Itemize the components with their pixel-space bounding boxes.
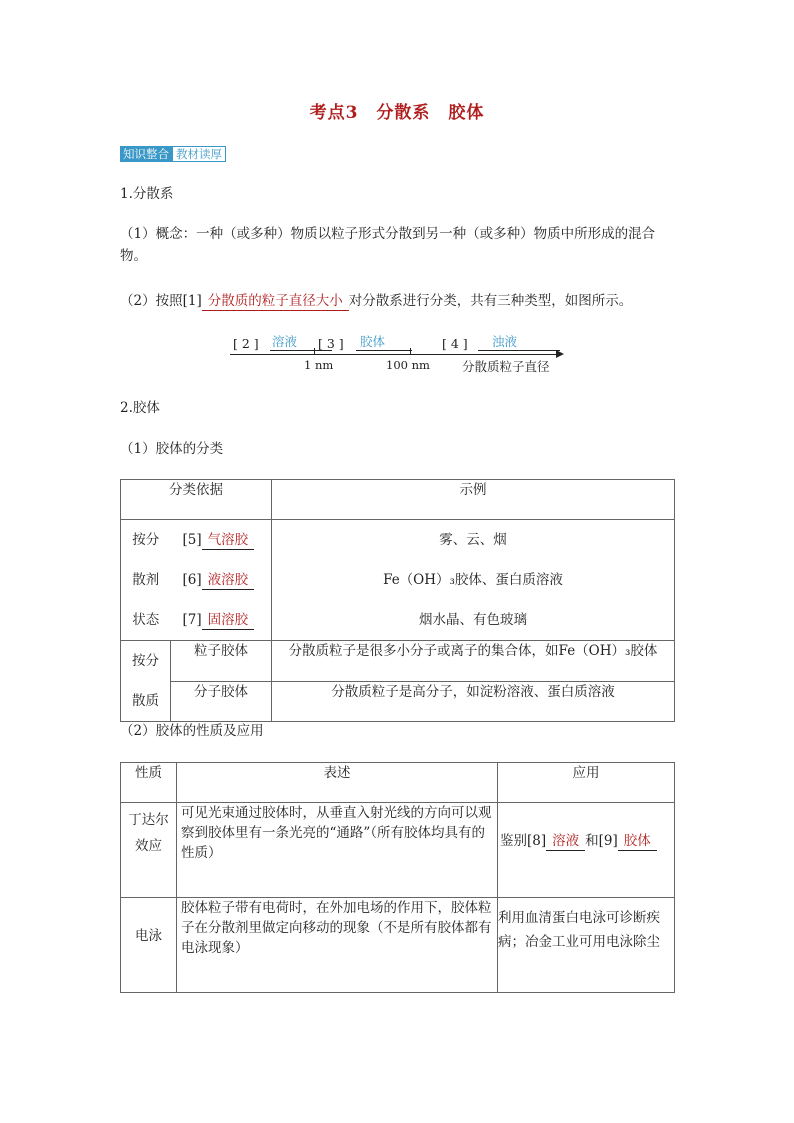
- badge-right: 教材读厚: [172, 146, 226, 162]
- t1-group-dispersant: [121, 520, 171, 641]
- app-pre: 鉴别[8]: [500, 833, 547, 849]
- g2-line: 按分: [132, 653, 159, 669]
- t1-group-dispersoid: [121, 641, 171, 722]
- tyndall-line: 丁达尔: [128, 812, 169, 828]
- blank-6: 液溶胶: [202, 571, 255, 590]
- t2-header-desc: 表述: [177, 763, 498, 803]
- t1-dispersant-examples: [272, 520, 675, 641]
- s2-heading: 2.胶体: [120, 400, 160, 416]
- blank-5: 气溶胶: [202, 531, 255, 550]
- app-mid: 和[9]: [585, 833, 618, 849]
- t2-tyndall-desc: 可见光束通过胶体时，从垂直入射光线的方向可以观察到胶体里有一条光亮的“通路”（所有胶体均具有的性质）: [177, 803, 498, 898]
- blank-1: 分散质的粒子直径大小: [202, 292, 349, 311]
- tick-label-100nm: 100 nm: [386, 358, 430, 372]
- page-title: 考点3 分散系 胶体: [309, 103, 485, 123]
- blank-8: 溶液: [546, 832, 585, 851]
- g2-line: 散质: [132, 693, 159, 709]
- label-4: [ 4 ]: [442, 336, 468, 351]
- example-solid-sol: 烟水晶、有色玻璃: [419, 612, 527, 628]
- num-7: [7]: [182, 612, 202, 628]
- t2-electrophoresis-app: 利用血清蛋白电泳可诊断疾病；冶金工业可用电泳除尘: [498, 898, 675, 993]
- tick-label-1nm: 1 nm: [304, 358, 334, 372]
- t1-particle-desc: 分散质粒子是很多小分子或离子的集合体，如Fe（OH）₃胶体: [272, 641, 675, 682]
- axis-label: 分散质粒子直径: [462, 359, 550, 374]
- g1-line: 散剂: [132, 572, 160, 588]
- badge-left: 知识整合: [120, 146, 172, 162]
- g1-line: 状态: [132, 612, 160, 628]
- dispersion-diagram: [230, 330, 570, 375]
- t2-header-app: 应用: [498, 763, 675, 803]
- t2-electrophoresis: 电泳: [121, 898, 177, 993]
- example-liquid-sol: Fe（OH）₃胶体、蛋白质溶液: [383, 572, 563, 588]
- arrow-icon: [556, 350, 564, 358]
- t2-tyndall-app: [498, 803, 675, 898]
- classify-pre: （2）按照[1]: [120, 293, 202, 309]
- blank-9: 胶体: [618, 832, 657, 851]
- answer-4: 浊液: [478, 334, 560, 351]
- section-badge: [120, 146, 226, 162]
- s1-concept: （1）概念：一种（或多种）物质以粒子形式分散到另一种（或多种）物质中所形成的混合物。: [120, 226, 656, 264]
- blank-7: 固溶胶: [202, 611, 255, 630]
- example-aerosol: 雾、云、烟: [439, 532, 507, 548]
- g1-line: 按分: [132, 532, 160, 548]
- num-5: [5]: [182, 532, 202, 548]
- t2-header-property: 性质: [121, 763, 177, 803]
- t1-particle-colloid: 粒子胶体: [171, 641, 272, 682]
- t1-molecule-desc: 分散质粒子是高分子，如淀粉溶液、蛋白质溶液: [272, 681, 675, 722]
- s2-sub1: （1）胶体的分类: [120, 441, 224, 457]
- t1-dispersant-types: [171, 520, 272, 641]
- s2-sub2: （2）胶体的性质及应用: [120, 723, 264, 739]
- t1-header-example: 示例: [272, 480, 675, 520]
- classify-post: 对分散系进行分类，共有三种类型，如图所示。: [348, 293, 633, 309]
- answer-2: 溶液: [270, 334, 332, 351]
- tyndall-line: 效应: [135, 838, 162, 854]
- label-2: [ 2 ]: [233, 336, 259, 351]
- s1-heading: 1.分散系: [120, 186, 174, 202]
- num-6: [6]: [182, 572, 202, 588]
- colloid-properties-table: [120, 762, 675, 993]
- colloid-classification-table: [120, 479, 675, 722]
- t2-electrophoresis-desc: 胶体粒子带有电荷时，在外加电场的作用下，胶体粒子在分散剂里做定向移动的现象（不是所有胶体都有电泳现象）: [177, 898, 498, 993]
- tick-100nm: [410, 348, 411, 354]
- t1-header-basis: 分类依据: [121, 480, 272, 520]
- tick-1nm: [314, 348, 315, 354]
- t2-tyndall: [121, 803, 177, 898]
- label-3: [ 3 ]: [318, 336, 344, 351]
- s1-classify: [120, 290, 680, 312]
- answer-3: 胶体: [356, 334, 412, 351]
- axis-line: [230, 354, 558, 355]
- t1-molecule-colloid: 分子胶体: [171, 681, 272, 722]
